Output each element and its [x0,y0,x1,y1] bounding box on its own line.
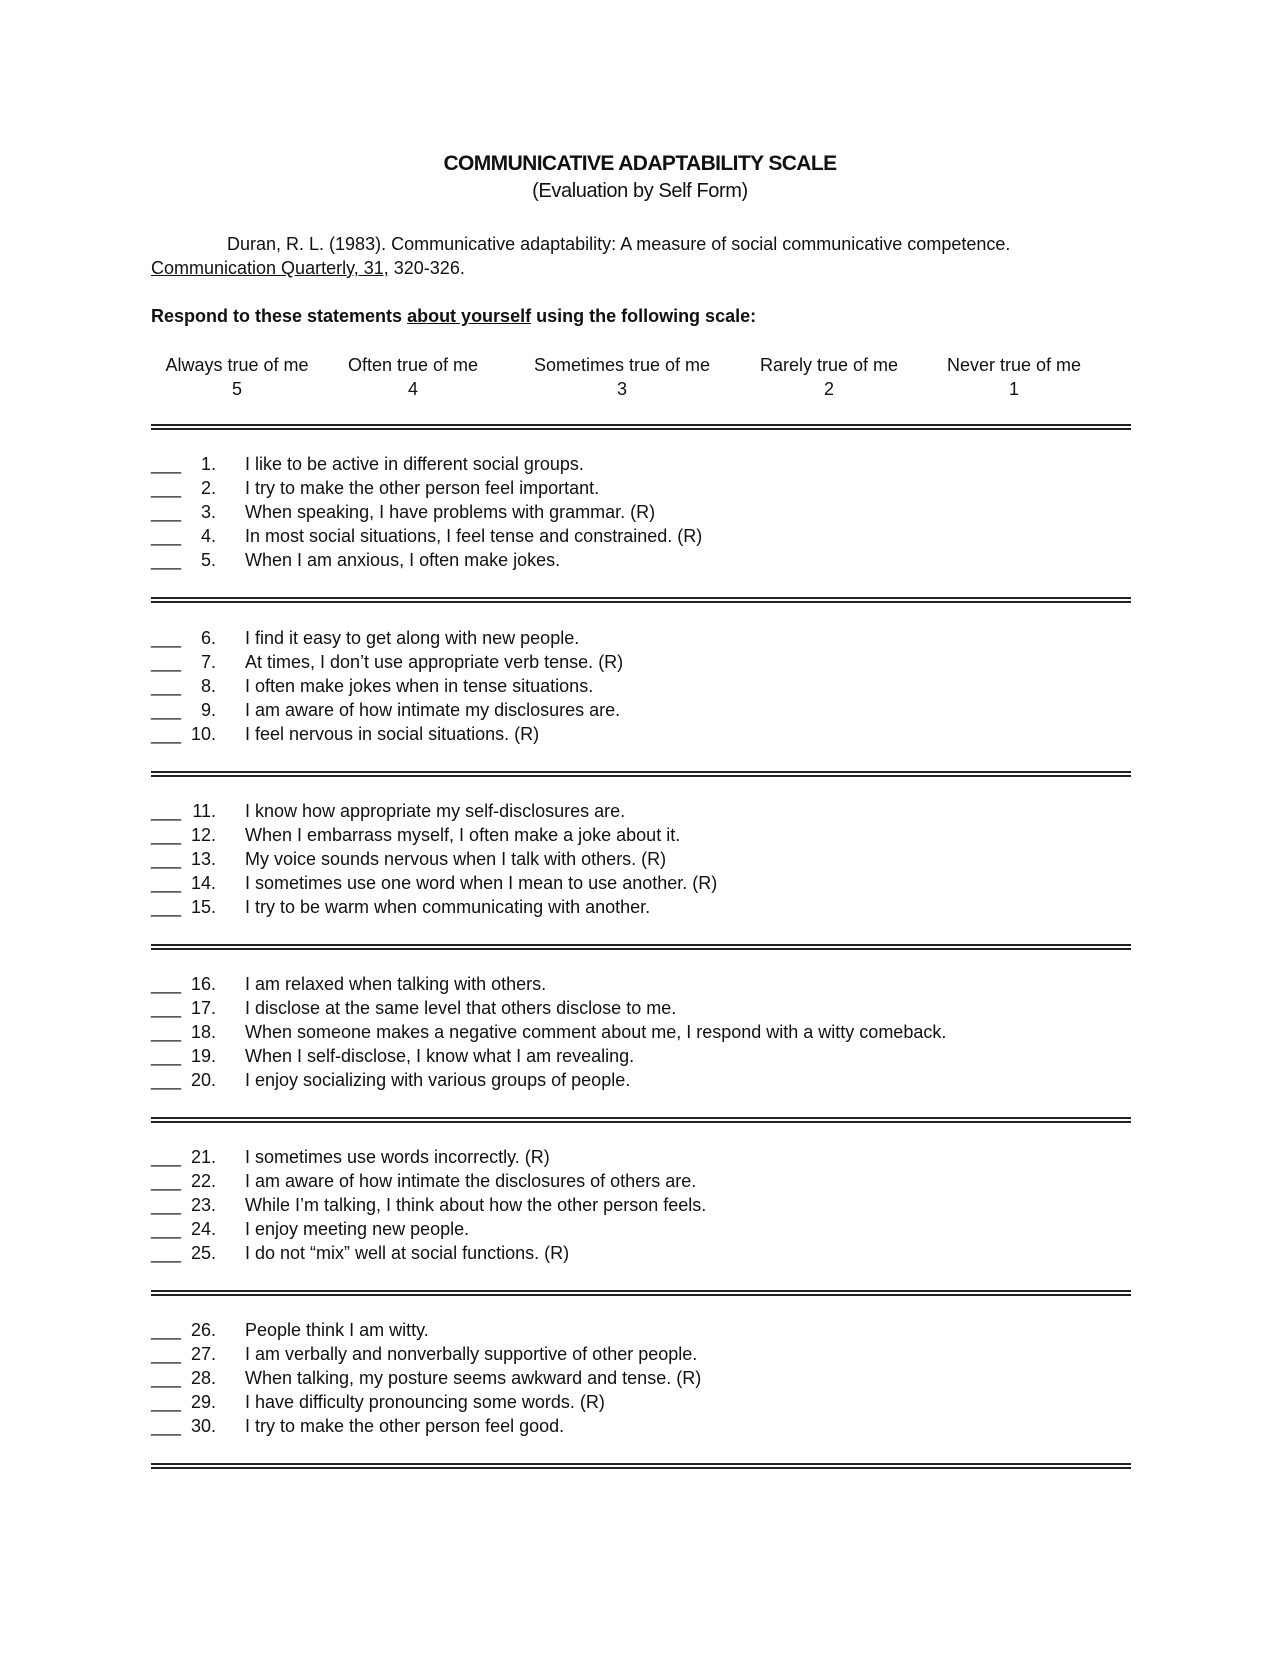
item-answer-area [151,652,216,676]
item-statement: I know how appropriate my self-disclosures are. [245,801,626,821]
item-number: 11. [192,801,216,821]
item-statement: When speaking, I have problems with grammar. (R) [245,502,656,522]
item-number: 18. [190,1022,216,1042]
item-statement: I try to be warm when communicating with another. [245,897,651,917]
item-number: 26. [190,1320,216,1340]
item-answer-area [151,1046,216,1070]
item-answer-area [151,526,216,550]
item-statement: I am aware of how intimate my disclosures are. [245,700,621,720]
answer-blank[interactable]: ___ [151,526,182,546]
instructions-after: using the following scale: [531,306,757,326]
item-statement: When I self-disclose, I know what I am revealing. [245,1046,635,1066]
answer-blank[interactable]: ___ [151,801,182,821]
item-number: 12. [190,825,216,845]
item-statement: I am aware of how intimate the disclosures of others are. [245,1171,697,1191]
answer-blank[interactable]: ___ [151,676,182,696]
item-statement: My voice sounds nervous when I talk with others. (R) [245,849,667,869]
item-answer-area [151,1368,216,1392]
scale-value: 1 [1008,379,1019,399]
answer-blank[interactable]: ___ [151,1392,182,1412]
item-number: 16. [190,974,216,994]
scale-value: 3 [616,379,627,399]
item-statement: People think I am witty. [245,1320,429,1340]
item-answer-area [151,897,216,921]
item-statement: When talking, my posture seems awkward and tense. (R) [245,1368,702,1388]
item-number: 2. [200,478,216,498]
section-divider [151,771,1131,773]
answer-blank[interactable]: ___ [151,1046,182,1066]
answer-blank[interactable]: ___ [151,1219,182,1239]
item-answer-area [151,502,216,526]
answer-blank[interactable]: ___ [151,550,182,570]
item-answer-area [151,478,216,502]
item-answer-area [151,1219,216,1243]
citation-pages: 320-326. [388,258,465,278]
item-statement: I disclose at the same level that others disclose to me. [245,998,677,1018]
answer-blank[interactable]: ___ [151,1171,182,1191]
answer-blank[interactable]: ___ [151,873,182,893]
item-answer-area [151,1022,216,1046]
item-statement: I feel nervous in social situations. (R) [245,724,540,744]
answer-blank[interactable]: ___ [151,974,182,994]
item-answer-area [151,849,216,873]
item-answer-area [151,724,216,748]
answer-blank[interactable]: ___ [151,1147,182,1167]
item-answer-area [151,873,216,897]
item-answer-area [151,801,216,825]
answer-blank[interactable]: ___ [151,1070,182,1090]
item-answer-area [151,550,216,574]
item-number: 13. [190,849,216,869]
answer-blank[interactable]: ___ [151,454,182,474]
answer-blank[interactable]: ___ [151,478,182,498]
item-answer-area [151,1171,216,1195]
item-answer-area [151,700,216,724]
item-number: 27. [190,1344,216,1364]
page-subtitle: (Evaluation by Self Form) [532,180,748,202]
item-number: 19. [190,1046,216,1066]
item-number: 25. [190,1243,216,1263]
item-number: 20. [190,1070,216,1090]
section-divider [151,1463,1131,1465]
item-statement: I enjoy socializing with various groups of people. [245,1070,631,1090]
item-answer-area [151,1070,216,1094]
item-number: 5. [200,550,216,570]
item-statement: I do not “mix” well at social functions. (R) [245,1243,570,1263]
item-statement: I enjoy meeting new people. [245,1219,470,1239]
item-answer-area [151,1320,216,1344]
answer-blank[interactable]: ___ [151,502,182,522]
section-divider [151,597,1131,599]
item-number: 10. [190,724,216,744]
item-answer-area [151,1147,216,1171]
answer-blank[interactable]: ___ [151,700,182,720]
item-number: 7. [200,652,216,672]
item-answer-area [151,1392,216,1416]
item-answer-area [151,1243,216,1267]
item-number: 4. [200,526,216,546]
answer-blank[interactable]: ___ [151,724,182,744]
citation-authors: Duran, R. L. (1983). Communicative adaptability: A measure of social communicative competence. [227,234,1011,254]
item-number: 3. [200,502,216,522]
citation-source [151,258,465,279]
scale-label: Never true of me [946,355,1082,375]
item-number: 21. [190,1147,216,1167]
answer-blank[interactable]: ___ [151,825,182,845]
item-number: 9. [200,700,216,720]
page-title: COMMUNICATIVE ADAPTABILITY SCALE [443,152,837,175]
answer-blank[interactable]: ___ [151,1368,182,1388]
item-statement: At times, I don’t use appropriate verb tense. (R) [245,652,624,672]
answer-blank[interactable]: ___ [151,897,182,917]
scale-option-5 [165,355,308,400]
item-statement: I try to make the other person feel good. [245,1416,565,1436]
instructions-emphasis: about yourself [407,306,532,326]
item-number: 1. [200,454,216,474]
item-number: 14. [190,873,216,893]
scale-label: Sometimes true of me [533,355,711,375]
item-number: 22. [190,1171,216,1191]
item-answer-area [151,974,216,998]
section-divider [151,1290,1131,1292]
instructions-before: Respond to these statements [151,306,408,326]
item-number: 30. [190,1416,216,1436]
scale-label: Always true of me [165,355,309,375]
scale-value: 4 [407,379,418,399]
answer-blank[interactable]: ___ [151,1320,182,1340]
item-statement: When someone makes a negative comment about me, I respond with a witty comeback. [245,1022,947,1042]
scale-option-1 [947,355,1081,400]
scale-option-3 [534,355,710,400]
item-statement: I am relaxed when talking with others. [245,974,547,994]
item-answer-area [151,628,216,652]
answer-blank[interactable]: ___ [151,1243,182,1263]
item-number: 17. [190,998,216,1018]
section-divider [151,1117,1131,1119]
item-number: 29. [190,1392,216,1412]
item-statement: I often make jokes when in tense situations. [245,676,594,696]
item-answer-area [151,825,216,849]
answer-blank[interactable]: ___ [151,628,182,648]
item-statement: In most social situations, I feel tense and constrained. (R) [245,526,703,546]
item-number: 24. [190,1219,216,1239]
scale-label: Rarely true of me [759,355,899,375]
item-number: 8. [200,676,216,696]
answer-blank[interactable]: ___ [151,849,182,869]
section-divider [151,944,1131,946]
item-statement: I am verbally and nonverbally supportive of other people. [245,1344,698,1364]
item-statement: I like to be active in different social groups. [245,454,584,474]
scale-value: 2 [823,379,834,399]
item-number: 6. [200,628,216,648]
item-number: 15. [190,897,216,917]
item-answer-area [151,1416,216,1440]
scale-value: 5 [231,379,242,399]
item-number: 23. [190,1195,216,1215]
citation-journal: Communication Quarterly, 31, [151,258,389,278]
answer-blank[interactable]: ___ [151,1416,182,1436]
item-answer-area [151,1344,216,1368]
item-statement: I sometimes use words incorrectly. (R) [245,1147,550,1167]
item-statement: When I embarrass myself, I often make a joke about it. [245,825,681,845]
answer-blank[interactable]: ___ [151,1022,182,1042]
item-answer-area [151,454,216,478]
item-statement: I try to make the other person feel important. [245,478,600,498]
scale-option-2 [760,355,898,400]
item-statement: I have difficulty pronouncing some words. (R) [245,1392,605,1412]
item-answer-area [151,1195,216,1219]
scale-option-4 [348,355,478,400]
instructions [151,306,756,327]
item-statement: While I’m talking, I think about how the other person feels. [245,1195,707,1215]
item-statement: I sometimes use one word when I mean to use another. (R) [245,873,718,893]
answer-blank[interactable]: ___ [151,1195,182,1215]
item-statement: When I am anxious, I often make jokes. [245,550,561,570]
answer-blank[interactable]: ___ [151,652,182,672]
item-answer-area [151,998,216,1022]
answer-blank[interactable]: ___ [151,1344,182,1364]
section-divider [151,424,1131,426]
item-number: 28. [190,1368,216,1388]
scale-label: Often true of me [347,355,479,375]
item-statement: I find it easy to get along with new people. [245,628,580,648]
answer-blank[interactable]: ___ [151,998,182,1018]
item-answer-area [151,676,216,700]
